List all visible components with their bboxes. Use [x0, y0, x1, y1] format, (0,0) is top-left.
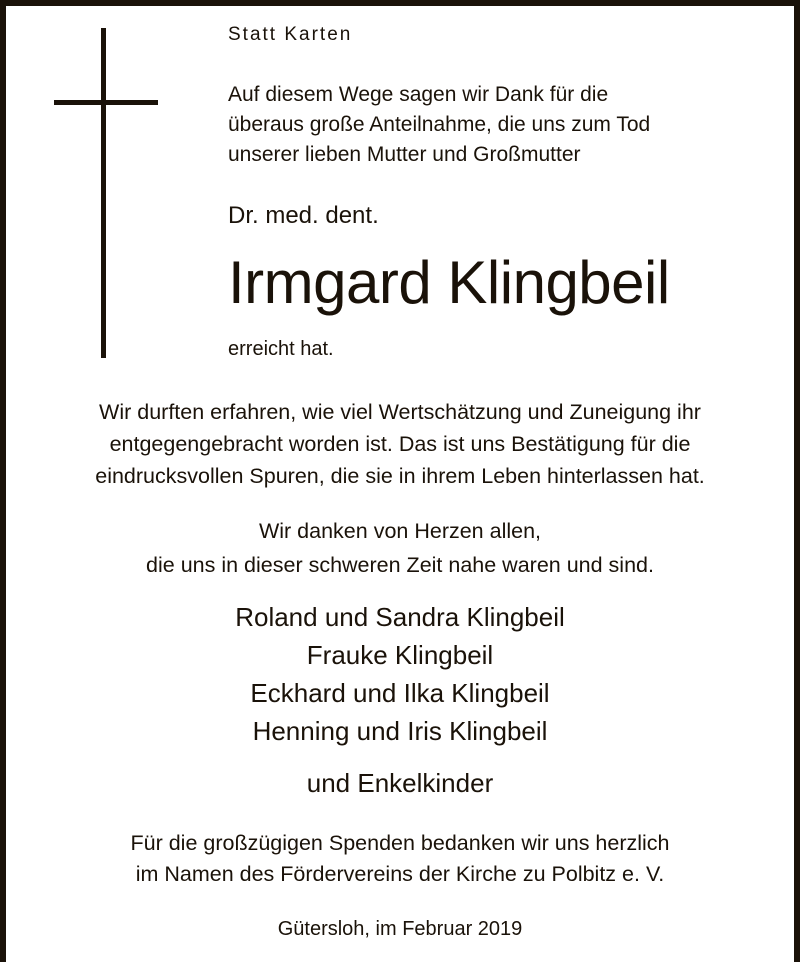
deceased-name: Irmgard Klingbeil: [228, 249, 670, 316]
donations-line: Für die großzügigen Spenden bedanken wir uns herzlich: [130, 831, 670, 855]
reached-text: erreicht hat.: [228, 338, 334, 360]
family-member: Eckhard und Ilka Klingbeil: [250, 678, 550, 708]
family-member: Frauke Klingbeil: [306, 640, 494, 670]
cross-icon-bar: [54, 100, 158, 105]
header-text: Statt Karten: [228, 24, 353, 45]
paragraph-line: Wir durften erfahren, wie viel Wertschätzung und Zuneigung ihr: [99, 400, 701, 424]
donations-line: im Namen des Fördervereins der Kirche zu Polbitz e. V.: [135, 862, 665, 886]
intro-line: unserer lieben Mutter und Großmutter: [228, 143, 581, 166]
grandchildren-text: und Enkelkinder: [306, 768, 494, 798]
place-date: Gütersloh, im Februar 2019: [277, 918, 523, 940]
cross-icon: [101, 28, 106, 358]
family-list: [0, 598, 800, 750]
intro-line: überaus große Anteilnahme, die uns zum Tod: [228, 113, 651, 136]
paragraph-line: Wir danken von Herzen allen,: [258, 519, 542, 543]
donations-text: [0, 828, 800, 890]
paragraph-line: eindrucksvollen Spuren, die sie in ihrem Leben hinterlassen hat.: [95, 464, 705, 488]
family-member: Roland und Sandra Klingbeil: [235, 602, 565, 632]
paragraph-line: die uns in dieser schweren Zeit nahe waren und sind.: [146, 553, 654, 577]
academic-title: Dr. med. dent.: [228, 202, 379, 229]
paragraph-thanks: [0, 514, 800, 582]
paragraph-appreciation: [0, 396, 800, 492]
intro-line: Auf diesem Wege sagen wir Dank für die: [228, 83, 609, 106]
paragraph-line: entgegengebracht worden ist. Das ist uns Bestätigung für die: [109, 432, 691, 456]
family-member: Henning und Iris Klingbeil: [252, 716, 548, 746]
intro-text: [228, 80, 650, 170]
